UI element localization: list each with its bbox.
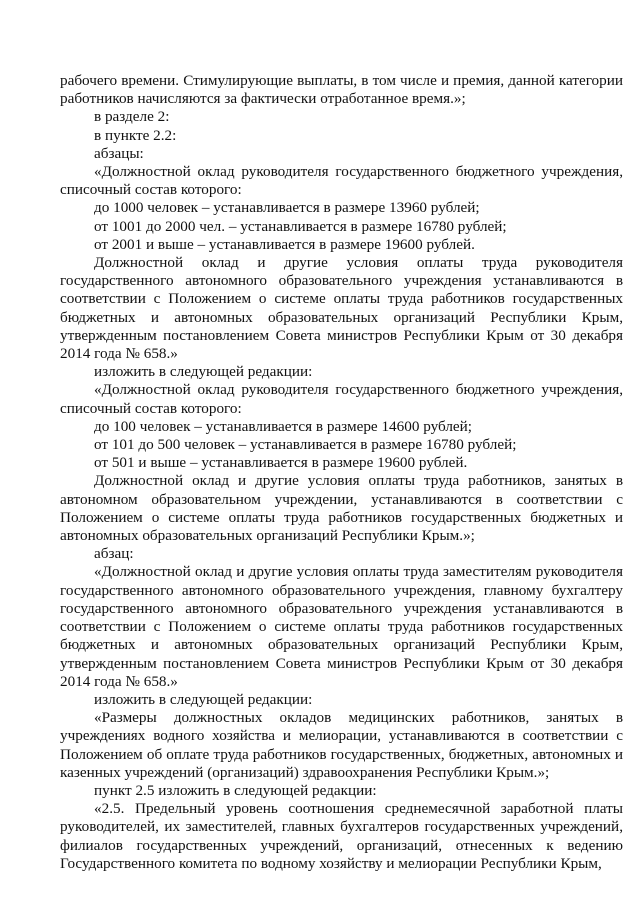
paragraph-continuation: рабочего времени. Стимулирующие выплаты, в том числе и премия, данной категории работников начисляются за фактически отработанное время.»; <box>60 72 623 108</box>
paragraph-section-2: в разделе 2: <box>94 108 170 126</box>
paragraph-old-salary-1: до 1000 человек – устанавливается в размере 13960 рублей; <box>94 199 480 217</box>
document-page <box>60 72 623 873</box>
paragraph-abzatsy: абзацы: <box>94 144 144 162</box>
paragraph-old-deputies: «Должностной оклад и другие условия оплаты труда заместителям руководителя государственного автономного образовательного учреждения, главному бухгалтеру государственного автономного образовательного учреждения устанавливаются в соответствии с Положением о системе оплаты труда работников государственных бюджетных и автономных образовательных организаций Республики Крым, утвержденным постановлением Совета министров Республики Крым от 30 декабря 2014 года № 658.» <box>60 563 623 690</box>
paragraph-abzats: абзац: <box>94 545 134 563</box>
paragraph-new-salary-intro: «Должностной оклад руководителя государственного бюджетного учреждения, списочный состав которого: <box>60 381 623 417</box>
paragraph-2-5-text: «2.5. Предельный уровень соотношения среднемесячной заработной платы руководителей, их заместителей, главных бухгалтеров государственных учреждений, филиалов государственных учреждений, организаций, отнесенных к ведению Государственного комитета по водному хозяйству и мелиорации Республики Крым, <box>60 800 623 872</box>
paragraph-new-salary-2: от 101 до 500 человек – устанавливается в размере 16780 рублей; <box>94 436 517 454</box>
paragraph-new-edition-2: изложить в следующей редакции: <box>94 690 313 708</box>
paragraph-old-salary-intro: «Должностной оклад руководителя государственного бюджетного учреждения, списочный состав которого: <box>60 163 623 199</box>
paragraph-old-salary-3: от 2001 и выше – устанавливается в размере 19600 рублей. <box>94 235 475 253</box>
paragraph-old-salary-2: от 1001 до 2000 чел. – устанавливается в размере 16780 рублей; <box>94 217 507 235</box>
paragraph-point-2-2: в пункте 2.2: <box>94 126 177 144</box>
paragraph-new-edition-1: изложить в следующей редакции: <box>94 363 313 381</box>
paragraph-new-autonomous: Должностной оклад и другие условия оплаты труда работников, занятых в автономном образовательном учреждении, устанавливаются в соответствии с Положением о системе оплаты труда работников государственных бюджетных и автономных образовательных организаций Республики Крым.»; <box>60 472 623 545</box>
paragraph-new-salary-1: до 100 человек – устанавливается в размере 14600 рублей; <box>94 417 473 435</box>
paragraph-new-salary-3: от 501 и выше – устанавливается в размере 19600 рублей. <box>94 454 468 472</box>
paragraph-medical-salaries: «Размеры должностных окладов медицинских работников, занятых в учреждениях водного хозяйства и мелиорации, устанавливаются в соответствии с Положением об оплате труда работников государственных, бюджетных, автономных и казенных учреждений (организаций) здравоохранения Республики Крым.»; <box>60 709 623 781</box>
paragraph-point-2-5: пункт 2.5 изложить в следующей редакции: <box>94 781 377 799</box>
paragraph-old-autonomous: Должностной оклад и другие условия оплаты труда руководителя государственного автономного образовательного учреждения устанавливаются в соответствии с Положением о системе оплаты труда работников государственных бюджетных и автономных образовательных организаций Республики Крым, утвержденным постановлением Совета министров Республики Крым от 30 декабря 2014 года № 658.» <box>60 254 623 363</box>
